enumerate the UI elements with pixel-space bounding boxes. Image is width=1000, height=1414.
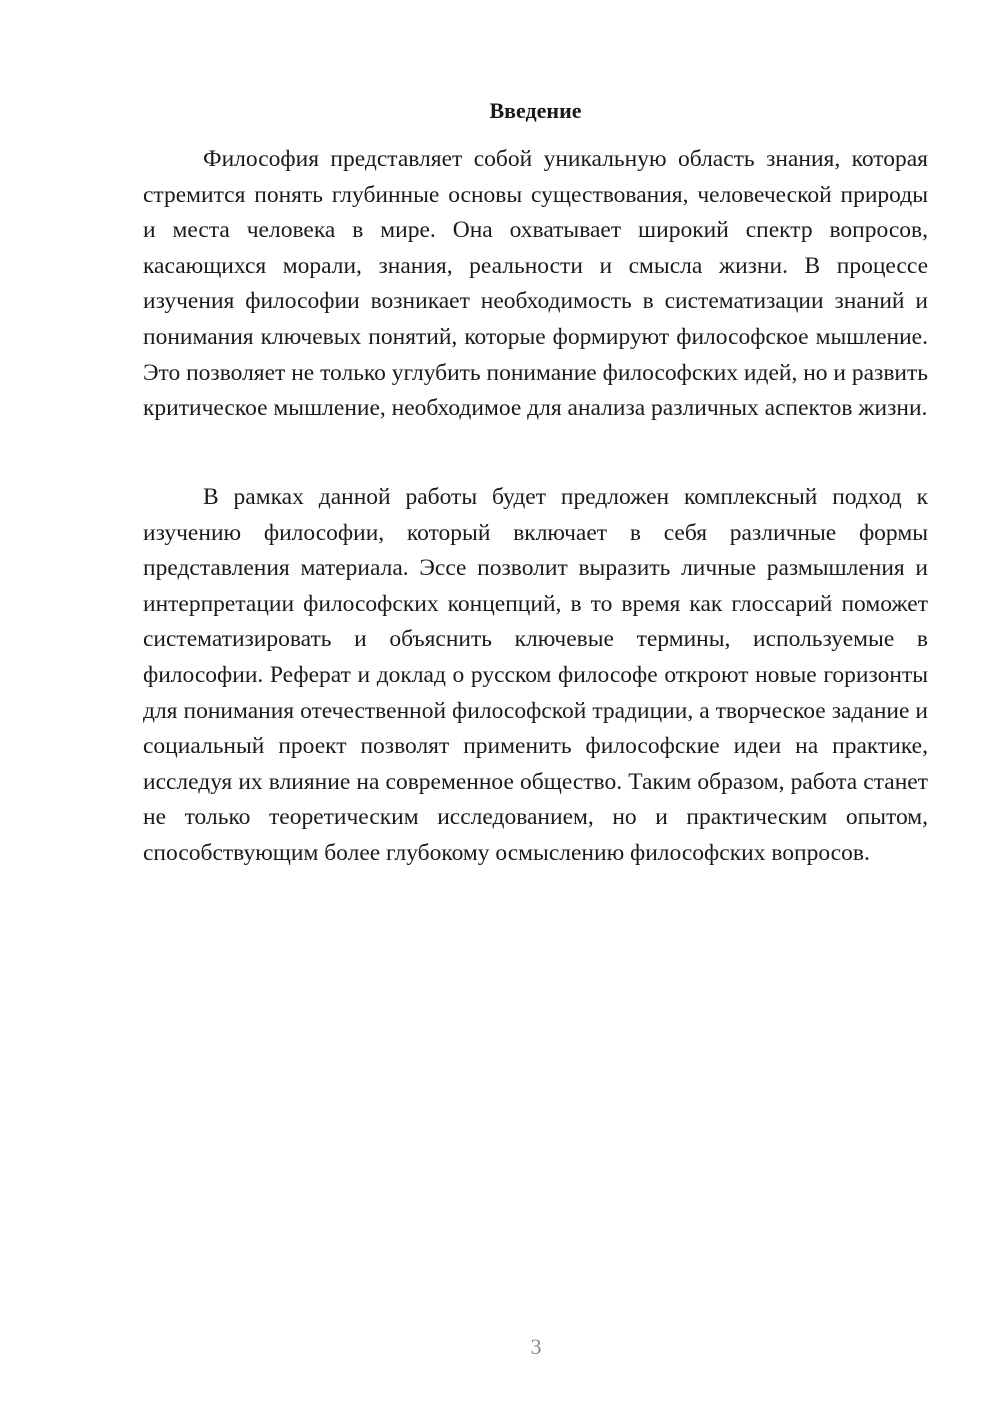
paragraph-1: Философия представляет собой уникальную область знания, которая стремится понять глубинные основы существования, человеческой природы и места человека в мире. Она охватывает широкий спектр вопросов, касающихся морали, знания, реальности и смысла жизни. В процессе изучения философии возникает необходимость в систематизации знаний и понимания ключевых понятий, которые формируют философское мышление. Это позволяет не только углубить понимание философских идей, но и развить критическое мышление, необходимое для анализа различных аспектов жизни. <box>143 146 928 422</box>
section-heading: Введение <box>489 98 582 123</box>
page-number: 3 <box>530 1334 542 1359</box>
paragraph-2: В рамках данной работы будет предложен комплексный подход к изучению философии, который включает в себя различные формы представления материала. Эссе позволит выразить личные размышления и интерпретации философских концепций, в то время как глоссарий поможет систематизировать и объяснить ключевые термины, используемые в философии. Реферат и доклад о русском философе откроют новые горизонты для понимания отечественной философской традиции, а творческое задание и социальный проект позволят применить философские идеи на практике, исследуя их влияние на современное общество. Таким образом, работа станет не только теоретическим исследованием, но и практическим опытом, способствующим более глубокому осмыслению философских вопросов. <box>143 484 928 866</box>
